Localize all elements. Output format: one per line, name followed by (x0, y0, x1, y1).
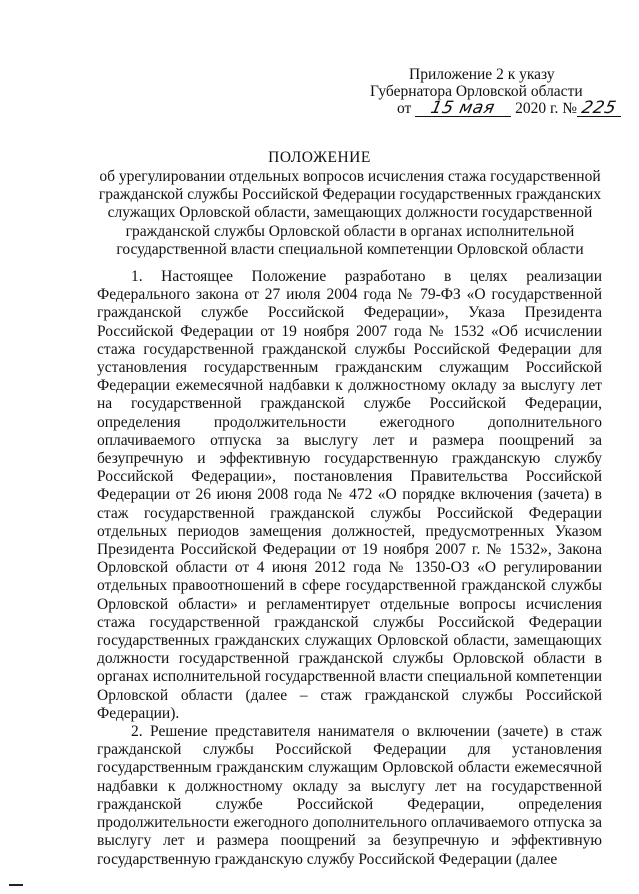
paragraph-2: 2. Решение представителя нанимателя о включении (зачете) в стаж гражданской службы Российской Федерации для установления государственным гражданским служащим Орловской области ежемесячной надбавки к должностному окладу за выслугу лет на государственной гражданской службе Российской Федерации, определения продолжительности ежегодного дополнительного оплачиваемого отпуска за выслугу лет и размера поощрений за безупречную и эффективную государственную гражданскую службу Российской Федерации (далее (97, 723, 602, 868)
number-blank (577, 98, 621, 118)
annex-title: Приложение 2 к указу (409, 66, 555, 83)
annex-date-number (397, 100, 621, 118)
document-title: ПОЛОЖЕНИЕ (268, 149, 371, 166)
scan-mark (9, 884, 23, 886)
handwritten-date: 15 мая (429, 98, 498, 118)
paragraph-1: 1. Настоящее Положение разработано в целях реализации Федерального закона от 27 июля 2004 года № 79-ФЗ «О государственной гражданской службе Российской Федерации», Указа Президента Российской Федерации от 19 ноября 2007 года № 1532 «Об исчислении стажа государственной гражданской службы Российской Федерации для установления государственным гражданским служащим Российской Федерации ежемесячной надбавки к должностному окладу за выслугу лет на государственной гражданской службе Российской Федерации, определения продолжительности ежегодного дополнительного оплачиваемого отпуска за выслугу лет и размера поощрений за безупречную и эффективную государственную гражданскую службу Российской Федерации», постановления Правительства Российской Федерации от 26 июня 2008 года № 472 «О порядке включения (зачета) в стаж государственной гражданской службы Российской Федерации отдельных периодов замещения должностей, предусмотренных Указом Президента Российской Федерации от 19 ноября 2007 г. № 1532», Закона Орловской области от 4 июня 2012 года № 1350-ОЗ «О регулировании отдельных правоотношений в сфере государственной гражданской службы Орловской области» и регламентирует отдельные вопросы исчисления стажа государственной гражданской службы Российской Федерации государственных гражданских служащих Орловской области, замещающих должности государственной гражданской службы Орловской области в органах исполнительной государственной власти специальной компетенции Орловской области (далее – стаж гражданской службы Российской Федерации). (97, 268, 602, 722)
annex-issuer: Губернатора Орловской области (370, 83, 583, 100)
document-body (97, 268, 602, 869)
handwritten-number: 225 (579, 98, 619, 118)
annex-header (0, 0, 639, 118)
date-blank (415, 98, 511, 118)
annex-from-prefix: от (397, 100, 412, 117)
document-subtitle: об урегулировании отдельных вопросов исчисления стажа государственной гражданской службы Российской Федерации государственных гражданских служащих Орловской области, замещающих должности государственной гражданской службы Орловской области в органах исполнительной государственной власти специальной компетенции Орловской области (98, 168, 602, 258)
annex-year-text: 2020 г. № (515, 100, 578, 117)
